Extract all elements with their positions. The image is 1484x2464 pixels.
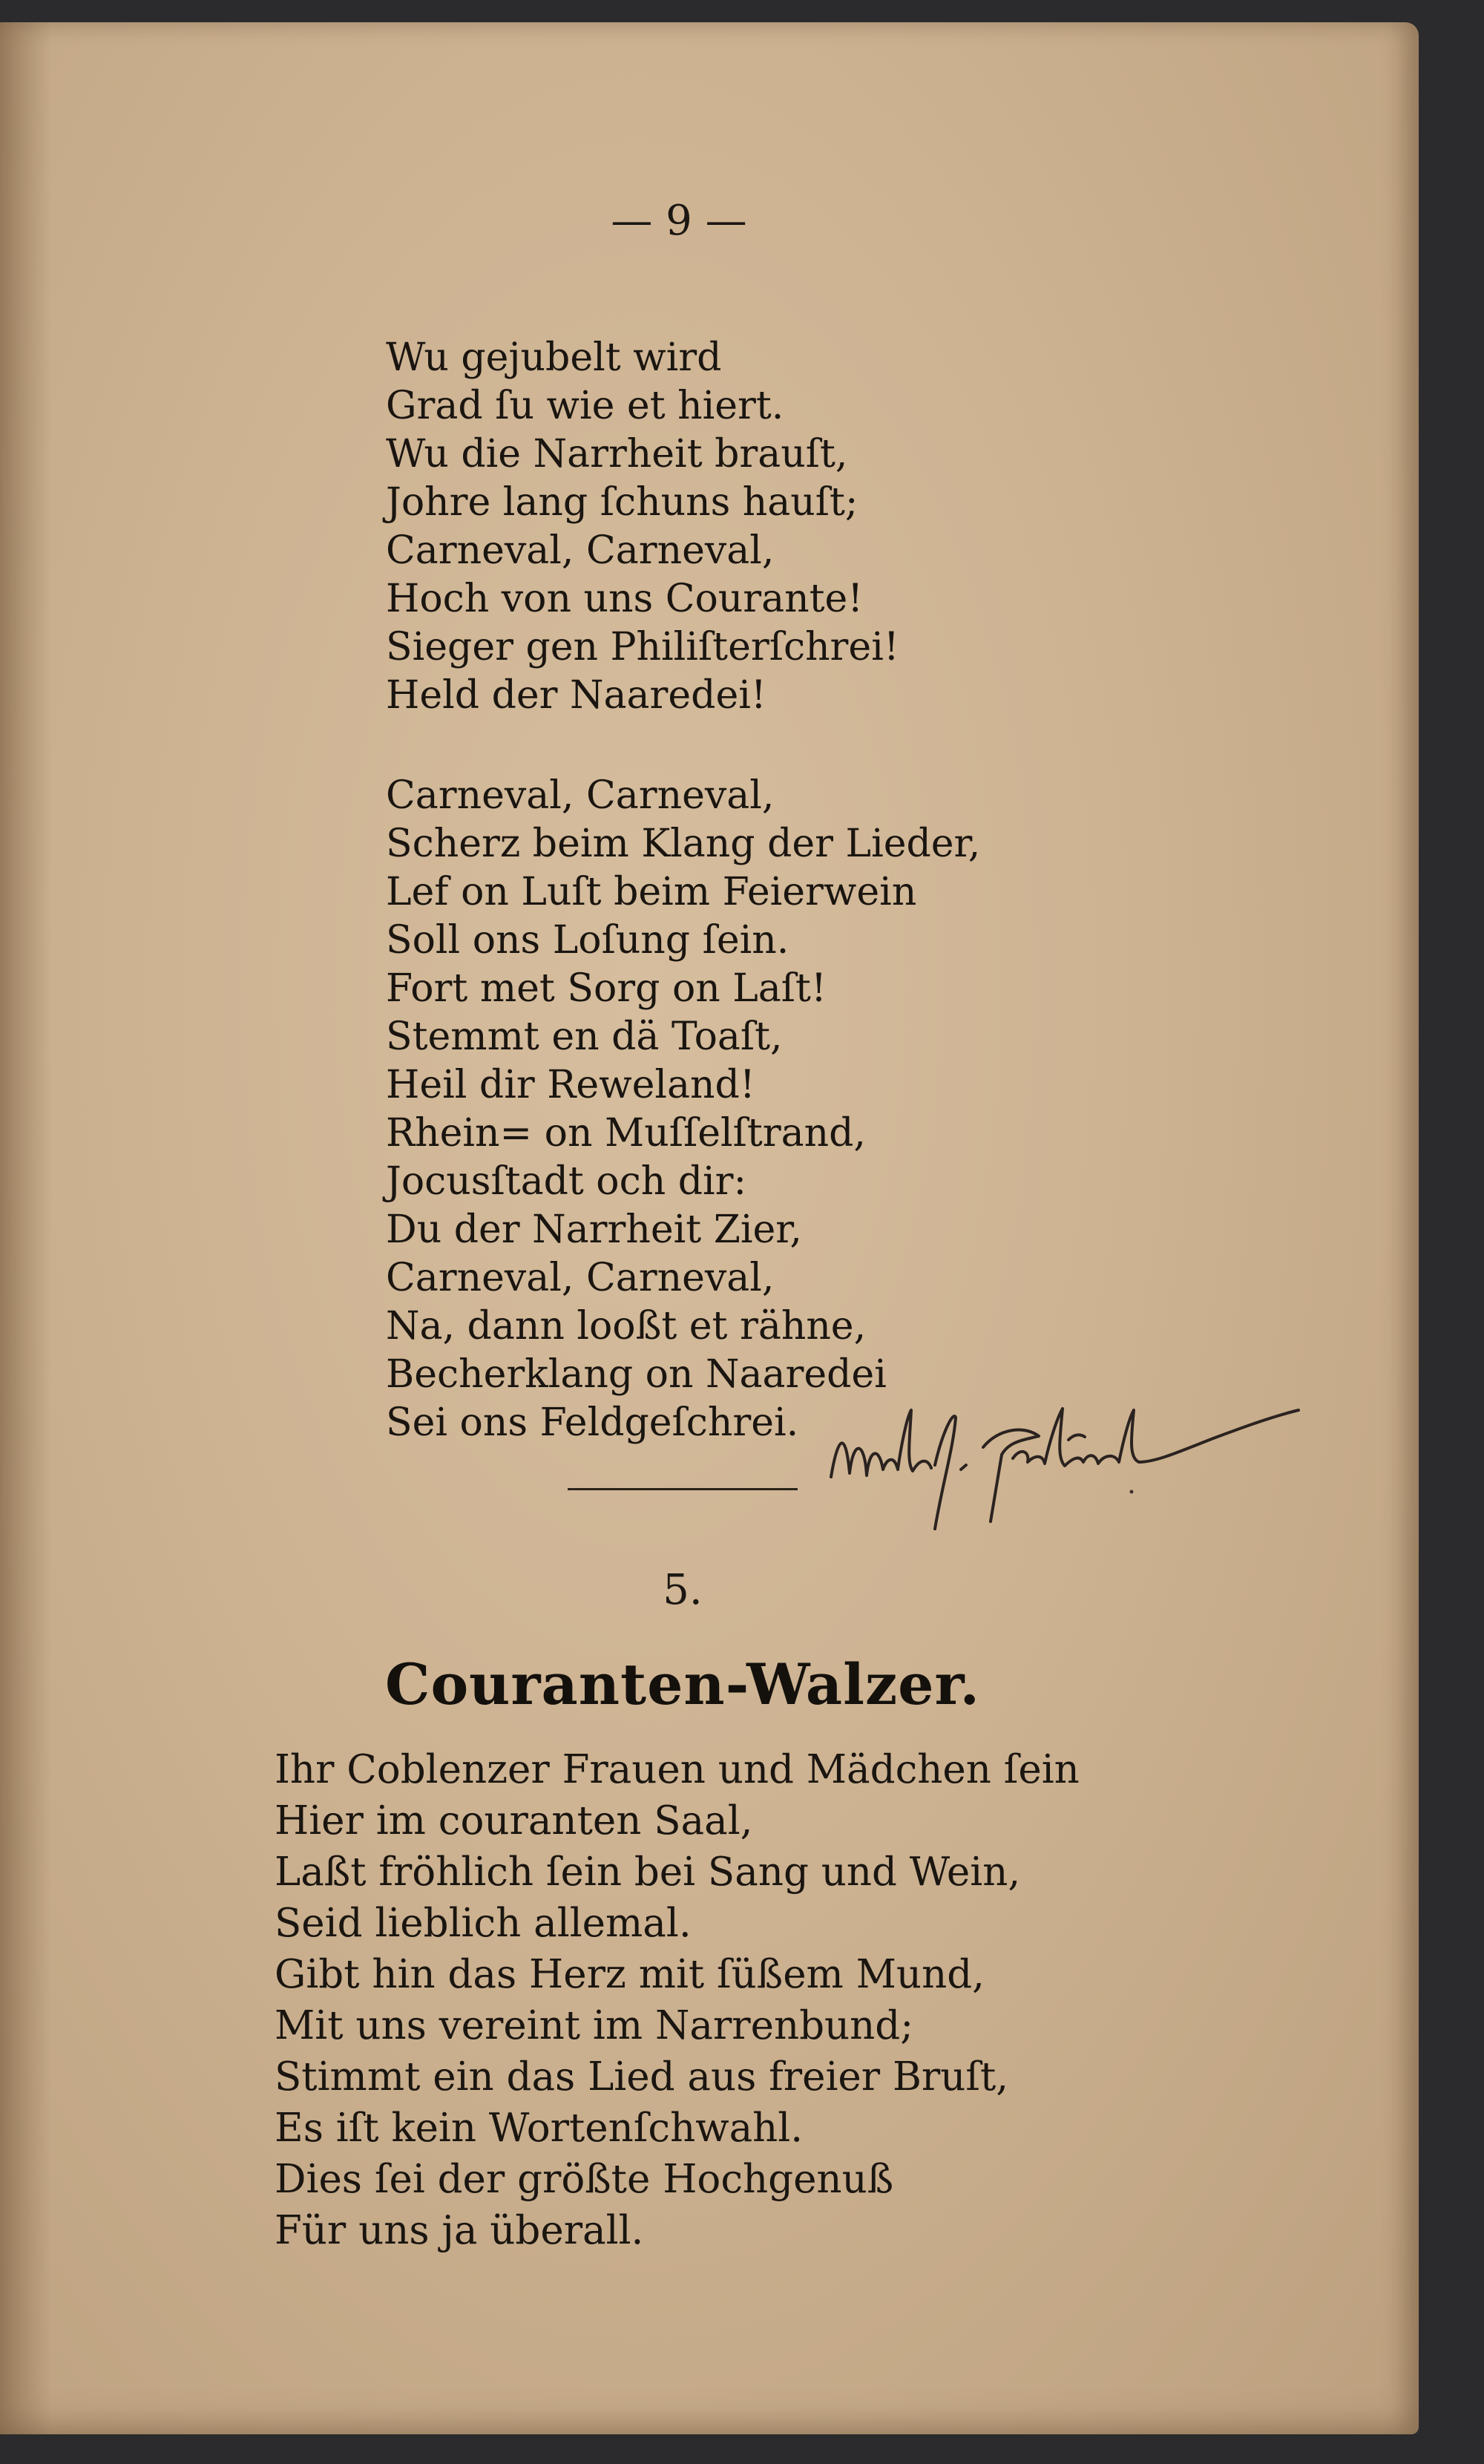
verse-line: Becherklang on Naaredei xyxy=(386,1352,887,1397)
verse-line: Carneval, Carneval, xyxy=(386,773,775,818)
stanza-1 xyxy=(386,334,899,720)
verse-line: Held der Naaredei! xyxy=(386,673,766,718)
verse-line: Na, dann looßt et rähne, xyxy=(386,1304,867,1349)
verse-line: Carneval, Carneval, xyxy=(386,1256,775,1300)
verse-line: Lef on Luſt beim Feierwein xyxy=(386,870,917,914)
verse-line: Sei ons Feldgeſchrei. xyxy=(386,1400,799,1445)
verse-line: Gibt hin das Herz mit ſüßem Mund, xyxy=(275,1952,985,1997)
verse-line: Scherz beim Klang der Lieder, xyxy=(386,822,981,866)
song-title: Couranten-Walzer. xyxy=(385,1651,980,1717)
verse-line: Soll ons Loſung ſein. xyxy=(386,918,789,963)
verse-line: Mit uns vereint im Narrenbund; xyxy=(275,2003,914,2048)
verse-line: Rhein= on Muſſelſtrand, xyxy=(386,1111,866,1156)
verse-line: Dies ſei der größte Hochgenuß xyxy=(275,2157,894,2202)
verse-line: Hier im couranten Saal, xyxy=(275,1798,753,1844)
page-number: — 9 — xyxy=(611,197,747,245)
stanza-3 xyxy=(275,1744,1080,2256)
verse-line: Grad ſu wie et hiert. xyxy=(386,384,784,428)
song-number: 5. xyxy=(663,1566,703,1614)
verse-line: Laßt fröhlich ſein bei Sang und Wein, xyxy=(275,1849,1021,1895)
verse-line: Seid lieblich allemal. xyxy=(275,1901,692,1946)
section-divider xyxy=(568,1488,798,1490)
verse-line: Jocusſtadt och dir: xyxy=(386,1159,747,1204)
verse-line: Für uns ja überall. xyxy=(275,2208,644,2253)
verse-line: Ihr Coblenzer Frauen und Mädchen ſein xyxy=(275,1747,1080,1792)
verse-line: Stemmt en dä Toaſt, xyxy=(386,1015,783,1059)
verse-line: Heil dir Reweland! xyxy=(386,1063,755,1107)
page-spine-shadow xyxy=(0,22,52,2434)
verse-line: Johre lang ſchuns hauſt; xyxy=(386,480,858,525)
verse-line: Fort met Sorg on Laſt! xyxy=(386,966,827,1011)
verse-line: Wu die Narrheit brauſt, xyxy=(386,432,848,476)
verse-line: Du der Narrheit Zier, xyxy=(386,1208,802,1252)
verse-line: Wu gejubelt wird xyxy=(386,335,722,380)
verse-line: Hoch von uns Courante! xyxy=(386,577,864,621)
stanza-2 xyxy=(386,772,980,1447)
verse-line: Stimmt ein das Lied aus freier Bruſt, xyxy=(275,2054,1009,2100)
verse-line: Es iſt kein Wortenſchwahl. xyxy=(275,2106,804,2151)
verse-line: Carneval, Carneval, xyxy=(386,528,775,573)
verse-line: Sieger gen Philiſterſchrei! xyxy=(386,625,899,669)
handwritten-signature xyxy=(824,1388,1358,1536)
book-page xyxy=(0,22,1419,2434)
